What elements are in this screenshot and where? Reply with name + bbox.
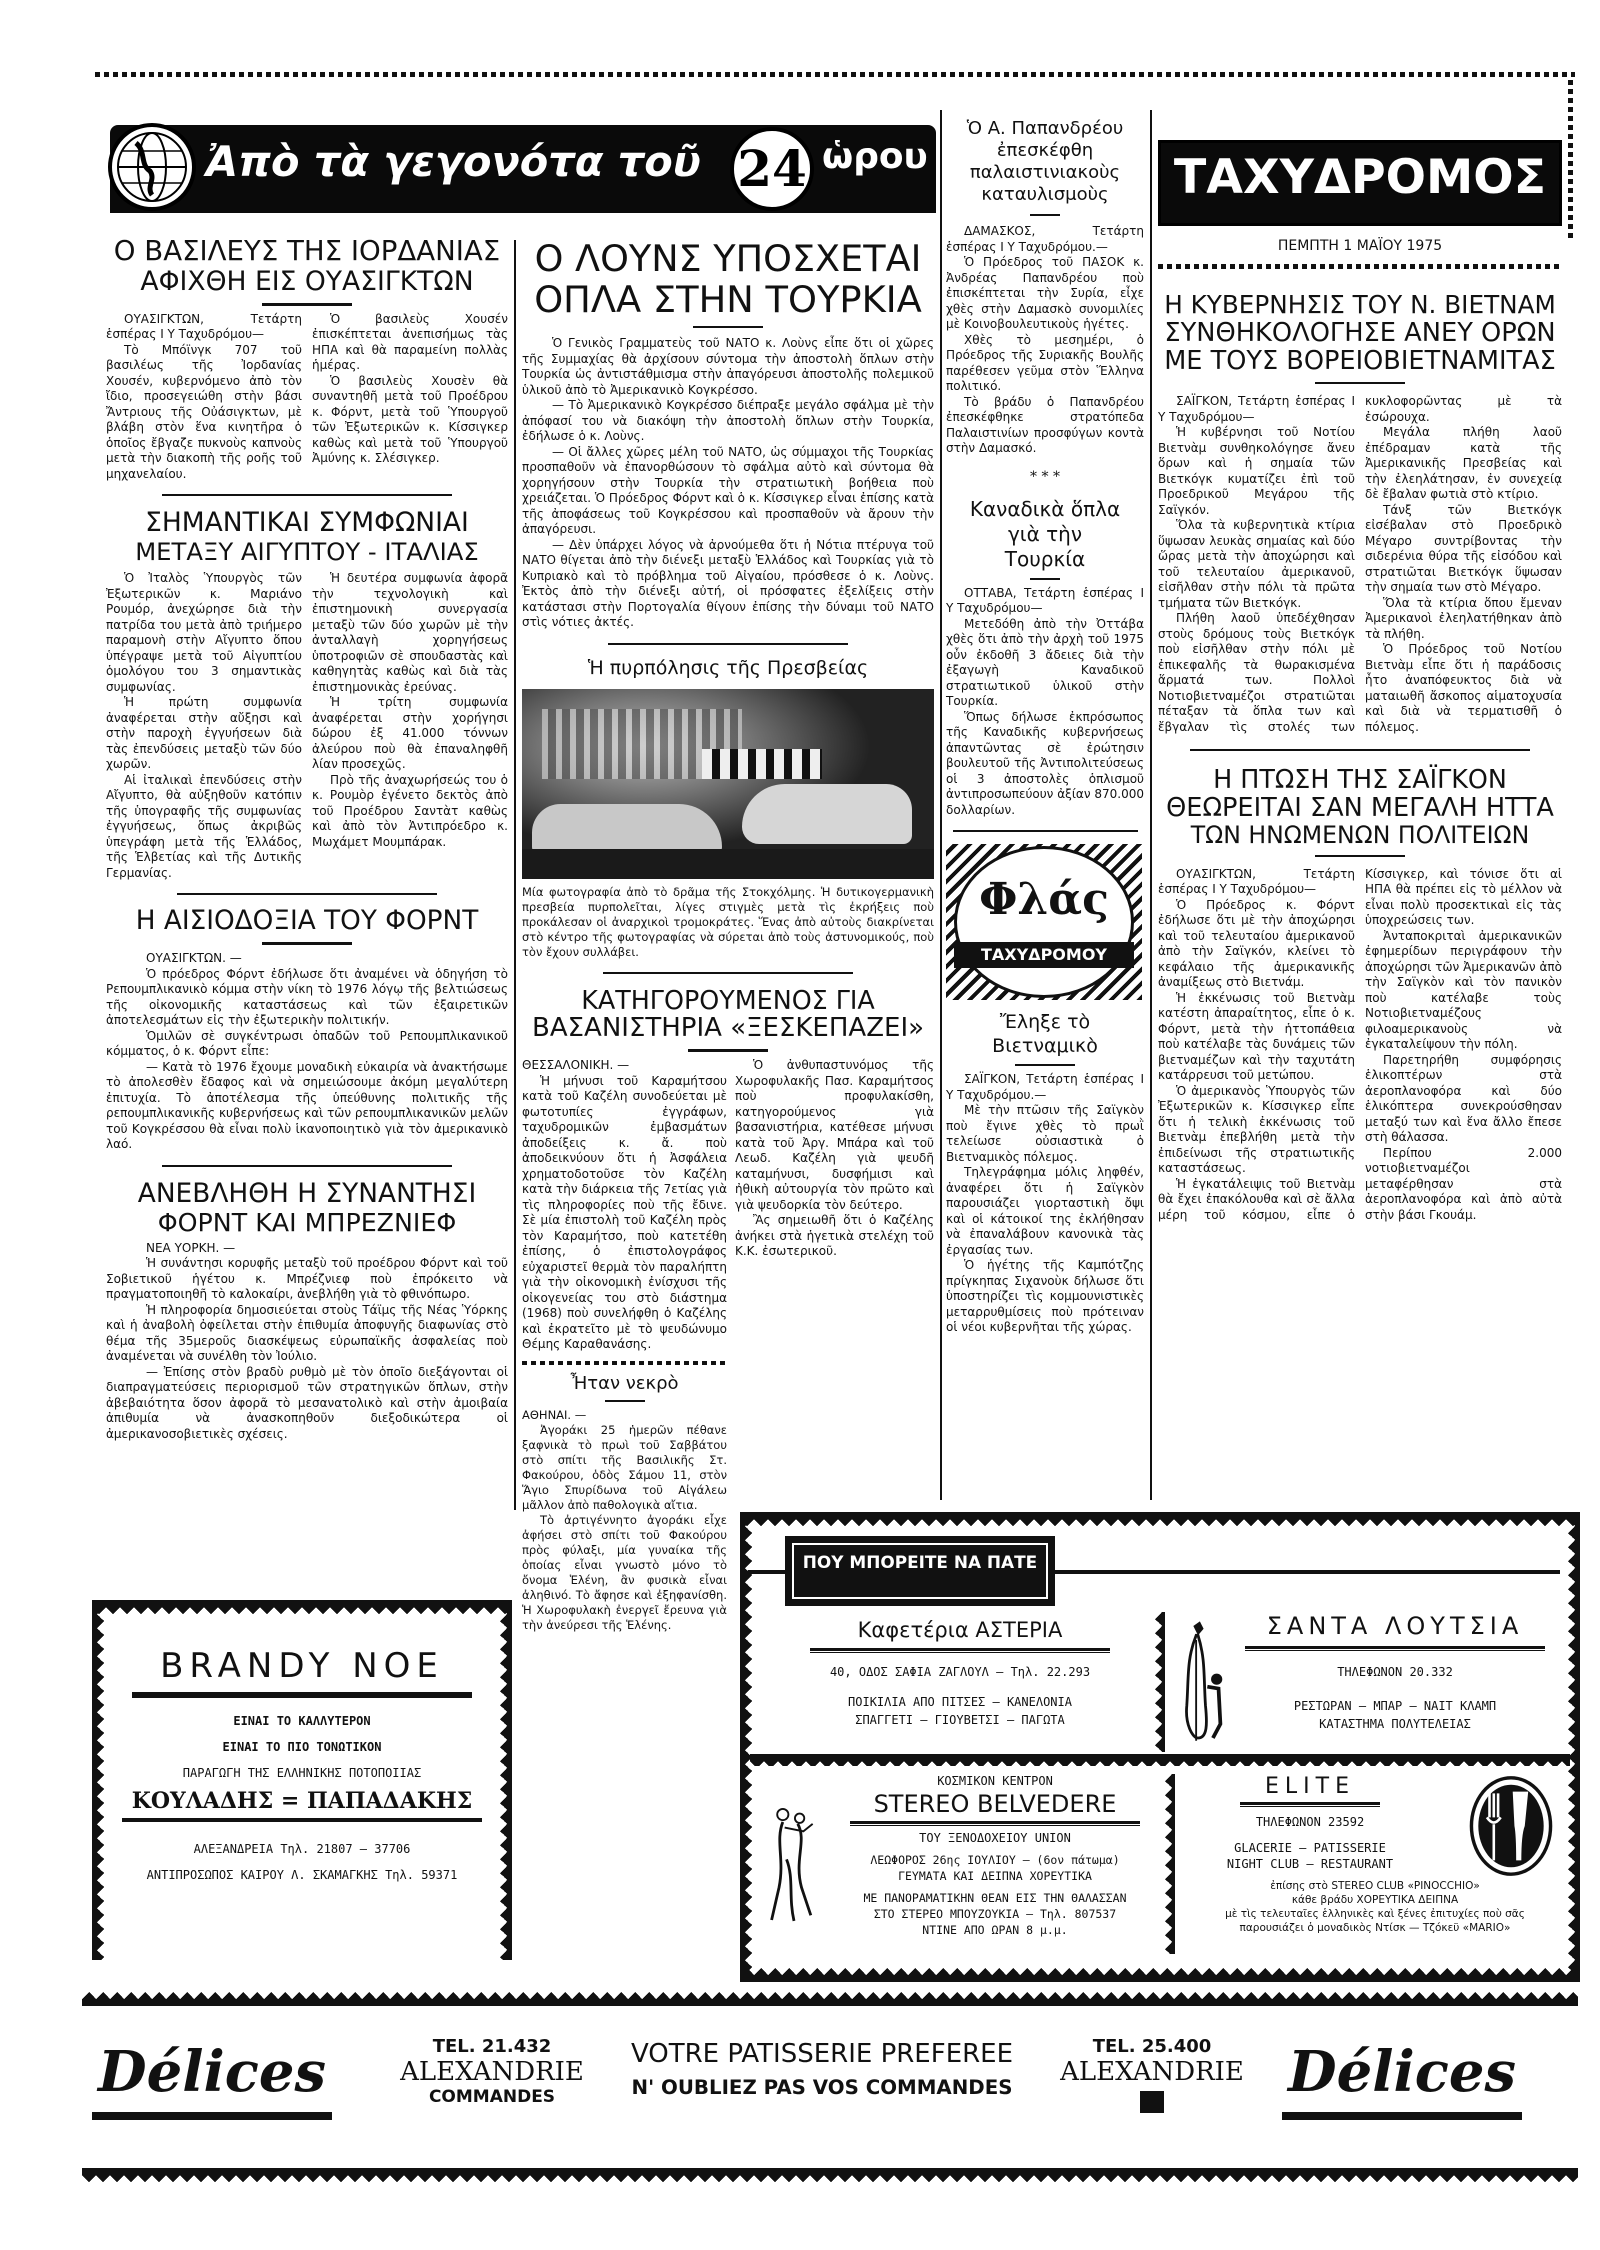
paragraph: Ἡ μήνυσι τοῦ Καραμήτσου κατὰ τοῦ Καζέλη συνοδεύεται μὲ φωτοτυπίες ἐγγράφων, ταχυδρομικῶν ἐμβασμάτων ἀποδείξεις κ. ἄ. ποὺ ἀποδεικνύουν ὅτι ἡ Ἀσφάλεια χρηματοδοτοῦσε τὸν Καζέλη κατὰ τὴν διάρκεια τῆς 7ετίας γιὰ τὶς πληροφορίες ποὺ τῆς ἔδινε. Σὲ μία ἐπιστολὴ τοῦ Καζέλη πρὸς τὸν Καραμήτσο, ποὺ κατετέθη ἐπίσης, ὁ ἐπιστολογράφος εὐχαριστεῖ θερμὰ τὸν παραλήπτη γιὰ τὴν οἰκονομικὴ ἐνίσχυσι τῆς οἰκογενείας του στὸ διάστημα (1968) ποὺ συνελήφθη ὁ Καζέλης καὶ ἐκρατεῖτο μὲ τὸ ψευδώνυμο Θέμης Καραθανάσης. bbox=[522, 1073, 727, 1352]
venue-line: ΣΠΑΓΓΕΤΙ — ΓΙΟΥΒΕΤΣΙ — ΠΑΓΩΤΑ bbox=[855, 1713, 1065, 1727]
headline: ΣΥΝΘΗΚΟΛΟΓΗΣΕ ΑΝΕΥ ΟΡΩΝ bbox=[1164, 317, 1556, 348]
paragraph: Μεγάλα πλήθη λαοῦ ἐπέδραμαν κατὰ τῆς Ἀμερικανικῆς Πρεσβείας καὶ τὴν ἐλεηλάτησαν, ἐν συνεχείᾳ δὲ ἔβαλαν φωτιὰ στὸ κτίριο. bbox=[1365, 425, 1562, 502]
rule bbox=[262, 303, 352, 306]
photo-caption: Μία φωτογραφία ἀπὸ τὸ δρᾶμα τῆς Στοκχόλμης. Ἡ δυτικογερμανικὴ πρεσβεία πυρπολεῖται, λίγες στιγμὲς μετὰ τὶς ἐκρήξεις ποὺ προκάλεσαν οἱ ἀναρχικοὶ τρομοκράτες. Ἕνας ἀπὸ αὐτοὺς διακρίνεται στὸ κέντρο τῆς φωτογραφίας νὰ σύρεται ἀπὸ τοὺς ἀστυνομικούς, ποὺ τὸν ἔχουν συλλάβει. bbox=[522, 884, 934, 959]
paragraph: — Δὲν ὑπάρχει λόγος νὰ ἀρνούμεθα ὅτι ἡ Νότια πτέρυγα τοῦ ΝΑΤΟ θίγεται ἀπὸ τὴν διένεξι μεταξὺ Ἑλλάδος καὶ Τουρκίας γιὰ τὸ Κυπριακὸ καὶ τὸ πρόβλημα τοῦ Αἰγαίου, πρόσθεσε ὁ κ. Λοὺνς. Ἐκτὸς ἀπὸ τὴν διένεξι αὐτή, οἱ πρόσφατες ἐξελίξεις στὴν κατάστασι στὴν Πορτογαλία θίγουν ἐπίσης τὴν δύναμι τοῦ ΝΑΤΟ στὶς νότιες ἀκτές. bbox=[522, 537, 934, 630]
rule bbox=[1190, 749, 1530, 751]
separator-stars: * * * bbox=[1030, 468, 1060, 485]
venue-footer: ΜΕ ΠΑΝΟΡΑΜΑΤΙΚΗΝ ΘΕΑΝ ΕΙΣ ΤΗΝ ΘΑΛΑΣΣΑΝ bbox=[863, 1891, 1127, 1905]
paragraph: Ὅπως δήλωσε ἐκπρόσωπος τῆς Καναδικῆς κυβερνήσεως ἀπαντῶντας σὲ ἐρώτησιν βουλευτοῦ τῆς Ἀντιπολιτεύσεως οἱ 3 ἀποστολὲς ὁπλισμοῦ ἀντιπροσωπεύουν ἀξίαν 870.000 δολλαρίων. bbox=[946, 709, 1144, 817]
rule bbox=[953, 830, 1138, 832]
venue-line: ΠΟΙΚΙΛΙΑ ΑΠΟ ΠΙΤΣΕΣ — ΚΑΝΕΛΟΝΙΑ bbox=[848, 1695, 1072, 1709]
venue-line: ΡΕΣΤΩΡΑΝ — ΜΠΑΡ — ΝΑΙΤ ΚΛΑΜΠ bbox=[1293, 1699, 1497, 1713]
venue-footer: ΣΤΟ ΣΤΕΡΕΟ ΜΠΟΥΖΟΥΚΙΑ — Τηλ. 807537 bbox=[873, 1907, 1117, 1921]
issue-date: ΠΕΜΠΤΗ 1 ΜΑΪΟΥ 1975 bbox=[1277, 238, 1443, 254]
paragraph: Ἡ συνάντησι κορυφῆς μεταξὺ τοῦ προέδρου Φόρντ καὶ τοῦ Σοβιετικοῦ ἡγέτου κ. Μπρέζνιεφ ποὺ ἐπρόκειτο νὰ πραγματοποιηθῆ τὸ καλοκαίρι, ἀνεβλήθη γιὰ τὸ φθινόπωρο. bbox=[106, 1256, 508, 1302]
paragraph: Ἡ ἐκκένωσις τοῦ Βιετνὰμ κατέστη ἀπαραίτητος, εἶπε ὁ κ. Φόρντ, μετὰ τὴν ἡττοπάθεια ποὺ κατέλαβε τὰς δυνάμεις τῶν βιετναμέζων καὶ τὴν ταχυτάτη κατάρρευσι τοῦ μετώπου. bbox=[1158, 990, 1355, 1083]
globe-icon bbox=[106, 121, 198, 213]
article-saigon-fall bbox=[1158, 765, 1562, 1223]
paragraph: Ἀνταποκριταὶ ἀμερικανικῶν ἐφημερίδων περιγράφουν τὴν ἀποχώρησι τῶν Ἀμερικανῶν ἀπὸ τὴν Σαϊγκὸν καὶ τὸν πανικὸν ποὺ κατέλαβε τοὺς Νοτιοβιετναμέζους φιλοαμερικανοὺς νὰ ἐγκαταλείψουν τὴν πόλη. bbox=[1365, 928, 1562, 1052]
headline: Η ΚΥΒΕΡΝΗΣΙΣ ΤΟΥ Ν. ΒΙΕΤΝΑΜ bbox=[1164, 290, 1556, 319]
venue-footer: μὲ τὶς τελευταῖες ἑλληνικὲς καὶ ξένες ἐπιτυχίες ποὺ σᾶς bbox=[1225, 1908, 1525, 1920]
dateline: ΟΥΑΣΙΓΚΤΩΝ, Τετάρτη ἑσπέρας Ι Υ Ταχυδρόμου— bbox=[106, 311, 302, 342]
article-ford-optimism bbox=[106, 907, 508, 1153]
ad-line: ΕΙΝΑΙ ΤΟ ΚΑΛΛΥΤΕΡΟΝ bbox=[233, 1714, 371, 1728]
headline: ΤΩΝ ΗΝΩΜΕΝΩΝ ΠΟΛΙΤΕΙΩΝ bbox=[1190, 821, 1530, 850]
paragraph: Ὁ ἀνθυπαστυνόμος τῆς Χωροφυλακῆς Πασ. Καραμήτσος ποὺ προφυλακίσθη, κατηγορούμενος γιὰ βασανιστήρια, κατέθεσε μήνυσι κατὰ τοῦ Ἀργ. Μπάρα καὶ τοῦ Λεωδ. Καζέλη γιὰ ψευδῆ καταμήνυσι, δυσφήμισι καὶ ἠθικὴ αὐτουργία τὸν πρῶτο καὶ γιὰ ψευδορκία τὸν δεύτερο. bbox=[735, 1058, 934, 1212]
flash-logo bbox=[946, 844, 1142, 1000]
ad-line: ΠΑΡΑΓΩΓΗ ΤΗΣ ΕΛΛΗΝΙΚΗΣ ΠΟΤΟΠΟΙΙΑΣ bbox=[182, 1766, 422, 1780]
article-jordan bbox=[106, 236, 508, 482]
ad-stereo-belvedere bbox=[830, 1774, 1160, 1937]
article-dead-child bbox=[522, 1373, 727, 1633]
banner-number: 24 bbox=[737, 139, 807, 198]
paragraph: Τηλεγράφημα μόλις ληφθέν, ἀναφέρει ὅτι ἡ Σαϊγκὸν παρουσιάζει γιορταστικὴ ὄψι καὶ οἱ κάτοικοί της ἐκλήθησαν νὰ ἐπαναλάβουν κανονικὰ τὰς ἐργασίας των. bbox=[946, 1165, 1144, 1257]
phone-right: TEL. 25.400 bbox=[1092, 2036, 1212, 2057]
paragraph: Τὸ ἀρτιγέννητο ἀγοράκι εἶχε ἀφήσει στὸ σπίτι τοῦ Φακούρου πρὸς φύλαξι, μία γυναίκα τῆς ὁποίας εἶναι γνωστὸ μόνο τὸ ὄνομα Ἑλένη, ἂν φυσικὰ εἶναι ἀληθινό. Τὸ ἄφησε καὶ ἐξηφανίσθη. Ἡ Χωροφυλακὴ ἐνεργεῖ ἔρευνα γιὰ τὴν ἀνεύρεσι τῆς Ἑλένης. bbox=[522, 1512, 727, 1632]
headline: ΘΕΩΡΕΙΤΑΙ ΣΑΝ ΜΕΓΑΛΗ ΗΤΤΑ bbox=[1166, 792, 1554, 823]
headline: ΑΝΕΒΛΗΘΗ Η ΣΥΝΑΝΤΗΣΙ bbox=[137, 1177, 477, 1209]
right-column bbox=[1158, 140, 1562, 1223]
article-torture-body bbox=[522, 1058, 727, 1353]
paragraph: Ὁμιλῶν σὲ συγκέντρωσι ὀπαδῶν τοῦ Ρεπουμπλικανικοῦ κόμματος, ὁ κ. Φόρντ εἶπε: bbox=[106, 1028, 508, 1059]
left-column bbox=[106, 236, 508, 1442]
delices-logo-right: Délices bbox=[1282, 2032, 1522, 2120]
ad-agent: ΑΝΤΙΠΡΟΣΩΠΟΣ ΚΑΙΡΟΥ Λ. ΣΚΑΜΑΓΚΗΣ Τηλ. 59371 bbox=[146, 1868, 458, 1882]
dateline: ΑΘΗΝΑΙ. — bbox=[522, 1407, 587, 1422]
column-rule bbox=[1150, 110, 1152, 1500]
dateline: ΟΥΑΣΙΓΚΤΩΝ, Τετάρτη ἑσπέρας Ι Υ Ταχυδρόμου— bbox=[1158, 866, 1355, 897]
banner-suffix: ὡρου bbox=[822, 136, 928, 177]
paragraph: Αἱ ἰταλικαὶ ἐπενδύσεις στὴν Αἴγυπτο, θὰ αὐξηθοῦν κατόπιν τῆς ὑπογραφῆς τῆς συμφωνίας ἐγγυήσεως, ὅπως ἀκριβῶς ὑπεγράφη μετὰ τῆς Ἑλλάδος, τῆς Ἑλβετίας καὶ τῆς Δυτικῆς Γερμανίας. bbox=[106, 772, 302, 880]
city-left: ALEXANDRIE bbox=[400, 2057, 584, 2087]
article-vietnam-ended bbox=[946, 1010, 1144, 1336]
paragraph: Ὁ βασιλεὺς Χουσέν ἐπισκέπτεται ἀνεπισήμως τὰς ΗΠΑ καὶ θὰ παραμείνη πολλὰς ἡμέρας. bbox=[312, 311, 508, 373]
paragraph: Ἂς σημειωθῆ ὅτι ὁ Καζέλης ἀνήκει στὰ ἡγετικὰ στελέχη τοῦ Κ.Κ. ἐσωτερικοῦ. bbox=[735, 1213, 934, 1259]
paragraph: Παρετηρήθη συμφόρησις ἑλικοπτέρων στὰ ἀεροπλανοφόρα καὶ δύο ἑλικόπτερα συνεκρούσθησαν μεταξύ των καὶ ἕνα ἄλλο ἔπεσε στὴ θάλασσα. bbox=[1365, 1052, 1562, 1145]
article-embassy-photo bbox=[522, 657, 934, 960]
paragraph: Ὁ Γενικὸς Γραμματεὺς τοῦ ΝΑΤΟ κ. Λοὺνς εἶπε ὅτι οἱ χῶρες τῆς Συμμαχίας θὰ ἀρχίσουν σύντομα τὴν ἀποστολὴ ὅπλων στὴν Τουρκία ὡς ἀντιστάθμισμα στὴν ἀπαγόρευσι ἀποστολῆς πολεμικοῦ ὑλικοῦ ἀπὸ τὸ Ἀμερικανικὸ Κογκρέσσο. bbox=[522, 336, 934, 397]
where-to-go-header bbox=[785, 1536, 1055, 1606]
paragraph: Ἡ τρίτη συμφωνία ἀναφέρεται στὴν χορήγησι δώρου ἐξ 41.000 τόννων ἀλεύρου ποὺ θὰ ἐπαναληφθῆ λίαν προσεχῶς. bbox=[312, 695, 508, 772]
article-luns bbox=[522, 238, 934, 631]
paragraph: Ὅλα τὰ κυβερνητικὰ κτίρια ὕψωσαν λευκὰς σημαίας καὶ δύο ὥρας μετὰ τὴν ἀποχώρησι καὶ τοῦ τελευταίου ἀμερικανοῦ, εἰσῆλθαν στὴν πόλι τὰ πρῶτα τμήματα τῶν Βιετκόγκ. bbox=[1158, 518, 1355, 610]
headline: ΦΟΡΝΤ ΚΑΙ ΜΠΡΕΖΝΙΕΦ bbox=[157, 1207, 457, 1237]
article-canada bbox=[946, 497, 1144, 819]
venue-footer: κάθε βράδυ ΧΟΡΕΥΤΙΚΑ ΔΕΙΠΝΑ bbox=[1291, 1894, 1459, 1906]
paragraph: Ὅλα τὰ κτίρια ὅπου ἔμεναν Ἀμερικανοὶ ἐλεηλατήθηκαν ἀπὸ τὰ πλήθη. bbox=[1365, 595, 1562, 641]
paragraph: Ἀγοράκι 25 ἡμερῶν πέθανε ξαφνικὰ τὸ πρωὶ τοῦ Σαββάτου στὸ σπίτι τῆς Βασιλικῆς Στ. Φακούρου, ὁδὸς Σάμου 11, στὸν Ἅγιο Σπυρίδωνα τοῦ Αἰγάλεω μᾶλλον ἀπὸ παθολογικὰ αἴτια. bbox=[522, 1422, 727, 1512]
venue-line: ΓΕΥΜΑΤΑ ΚΑΙ ΔΕΙΠΝΑ ΧΟΡΕΥΤΙΚΑ bbox=[898, 1869, 1092, 1883]
paragraph: Ὁ ἀμερικανὸς Ὑπουργὸς τῶν Ἐξωτερικῶν κ. Κίσσιγκερ εἶπε ὅτι ἡ τελικὴ ἐκκένωσις τοῦ Βιετνὰμ ἐπεβλήθη μετὰ τὴν ἐπιδείνωσι τῆς στρατιωτικῆς καταστάσεως. bbox=[1158, 1083, 1355, 1176]
banner-title: Ἀπὸ τὰ γεγονότα τοῦ bbox=[206, 137, 701, 186]
dancing-couple-illustration bbox=[766, 1802, 822, 1926]
paragraph: Ὁ πρόεδρος Φόρντ ἐδήλωσε ὅτι ἀναμένει νὰ ὁδηγήση τὸ Ρεπουμπλικανικὸ κόμμα στὴν νίκη τὸ 1976 λόγῳ τῆς βελτιώσεως τῆς οἰκονομικῆς καταστάσεως καὶ τῶν ἐξαιρετικῶν ἀποτελεσμάτων εἰς τὴν ἐξωτερικὴν πολιτικήν. bbox=[106, 966, 508, 1028]
venue-line: ΚΑΤΑΣΤΗΜΑ ΠΟΛΥΤΕΛΕΙΑΣ bbox=[1319, 1717, 1471, 1731]
article-surrender bbox=[1158, 291, 1562, 735]
headline: Η ΑΙΣΙΟΔΟΞΙΑ ΤΟΥ ΦΟΡΝΤ bbox=[135, 906, 479, 937]
maker-name: ΚΟΥΛΑΔΗΣ = ΠΑΠΑΔΑΚΗΣ bbox=[131, 1788, 473, 1814]
reminder: N' OUBLIEZ PAS VOS COMMANDES bbox=[631, 2076, 1013, 2100]
top-dotted-rule bbox=[95, 72, 1575, 77]
paragraph: — Οἱ ἄλλες χῶρες μέλη τοῦ ΝΑΤΟ, ὡς σύμμαχοι τῆς Τουρκίας προσπαθοῦν νὰ ἐπανορθώσουν τὸ σφάλμα αὐτὸ καὶ σύντομα θὰ χορηγήσουν στὴν Τουρκία τὴν στρατιωτικὴ βοήθεια ποὺ χρειάζεται. Ὁ Πρόεδρος Φόρντ καὶ ὁ κ. Κίσσιγκερ εἶναι ἐπίσης κατὰ τῆς ἀποφάσεως τοῦ Κογκρέσσου καὶ προσπαθοῦν νὰ ἄρουν τὴν ἀπαγόρευσι. bbox=[522, 444, 934, 537]
flash-band: ΤΑΧΥΔΡΟΜΟΥ bbox=[954, 942, 1134, 968]
venue-line: NIGHT CLUB — RESTAURANT bbox=[1226, 1857, 1394, 1871]
paragraph: Ὁ ἡγέτης τῆς Καμπότζης πρίγκηπας Σιχανοὺκ δήλωσε ὅτι ὑποστηρίζει τὶς κομμουνιστικὲς μεταρρυθμίσεις ποὺ πρότειναν οἱ νέοι κυβερνῆται τῆς χώρας. bbox=[946, 1258, 1144, 1334]
section-banner bbox=[110, 125, 936, 213]
brand-name: BRANDY NOE bbox=[160, 1646, 444, 1686]
article-title: Ὁ Α. Παπανδρέου ἐπεσκέφθη παλαιστινιακοὺς καταυλισμοὺς bbox=[966, 118, 1124, 205]
flash-word: Φλάς bbox=[979, 874, 1109, 925]
redacted-block bbox=[1140, 2091, 1164, 2113]
article-egypt-italy bbox=[106, 508, 508, 881]
paragraph: Τὸ βράδυ ὁ Παπανδρέου ἐπεσκέφθηκε στρατόπεδα Παλαιστινίων προσφύγων κοντὰ στὴν Δαμασκό. bbox=[946, 394, 1144, 455]
ad-santa-lucia bbox=[1235, 1612, 1555, 1731]
double-bass-player-illustration bbox=[1170, 1620, 1226, 1744]
ad-cafeteria-asteria bbox=[770, 1618, 1150, 1727]
ad-where-to-go bbox=[740, 1512, 1580, 1982]
headline: Ο ΛΟΥΝΣ ΥΠΟΣΧΕΤΑΙ bbox=[534, 237, 922, 280]
headline: ΟΠΛΑ ΣΤΗΝ ΤΟΥΡΚΙΑ bbox=[534, 277, 922, 321]
rule bbox=[603, 972, 853, 974]
delices-logo-left: Délices bbox=[92, 2032, 332, 2120]
paragraph: Ὁ Πρόεδρος τοῦ Νοτίου Βιετνὰμ εἶπε ὅτι ἡ παράδοσις ἦτο ἀναπόφευκτος διὰ νὰ ματαιωθῆ ἄσκοπος αἱματοχυσία καὶ διὰ νὰ τερματισθῆ ὁ πόλεμος. bbox=[1365, 642, 1562, 734]
headline: Η ΠΤΩΣΗ ΤΗΣ ΣΑΪΓΚΟΝ bbox=[1213, 764, 1507, 795]
ad-address: ΑΛΕΞΑΝΔΡΕΙΑ Τηλ. 21807 — 37706 bbox=[193, 1842, 411, 1856]
paragraph: — Ἐπίσης στὸν βραδὺ ρυθμὸ μὲ τὸν ὁποῖο διεξάγονται οἱ διαπραγματεύσεις περιορισμοῦ τῶν στρατηγικῶν ὅπλων, στὴν ἀβεβαιότητα ὅσον ἀφορᾶ τὸ μεσανατολικὸ καὶ στὴν ἀμοιβαία ἀπιθυμία νὰ ἀνασκοπηθοῦν διεξοδικώτερα οἱ ἀμερικανοσοβιετικὲς σχέσεις. bbox=[106, 1364, 508, 1441]
article-title: Ἔληξε τὸ Βιετναμικὸ bbox=[992, 1011, 1098, 1057]
article-papandreou bbox=[946, 118, 1144, 485]
article-title: Ἦταν νεκρὸ bbox=[570, 1372, 679, 1394]
slogan: VOTRE PATISSERIE PREFEREE bbox=[630, 2039, 1014, 2069]
paragraph: Ἡ ἐγκατάλειψις τοῦ Βιετνὰμ θὰ ἔχει ἐπακόλουθα καὶ σὲ ἄλλα μέρη τοῦ κόσμου, εἶπε ὁ Κίσσιγκερ, καὶ τόνισε ὅτι αἱ ΗΠΑ θὰ πρέπει εἰς τὸ μέλλον νὰ εἶναι πολὺ προσεκτικαὶ εἰς τὰς ὑποχρεώσεις των. bbox=[1158, 866, 1562, 1222]
fork-glass-logo bbox=[1468, 1774, 1554, 1878]
headline: ΒΑΣΑΝΙΣΤΗΡΙΑ «ΞΕΣΚΕΠΑΖΕΙ» bbox=[531, 1013, 925, 1044]
masthead-dotted-border bbox=[1568, 80, 1573, 240]
headline: ΑΦΙΧΘΗ ΕΙΣ ΟΥΑΣΙΓΚΤΩΝ bbox=[140, 265, 474, 297]
venue-name: STEREO BELVEDERE bbox=[873, 1790, 1117, 1818]
rule bbox=[608, 643, 848, 645]
dateline: ΣΑΪΓΚΟΝ, Τετάρτη ἑσπέρας Ι Υ Ταχυδρόμου.— bbox=[946, 1072, 1144, 1102]
paragraph: Ἡ πρώτη συμφωνία ἀναφέρεται στὴν αὔξησι καὶ στὴν παροχὴ ἐγγυήσεων διὰ τὰς ἐπενδύσεις μεταξὺ τῶν δύο χωρῶν. bbox=[106, 695, 302, 772]
venue-phone: ΤΗΛΕΦΩΝΟΝ 20.332 bbox=[1337, 1665, 1453, 1679]
paragraph: Περίπου 2.000 νοτιοβιετναμέζοι μεταφέρθησαν στὰ ἀεροπλανοφόρα καὶ ἀπὸ αὐτὰ στὴν βάσι Γκουάμ. bbox=[1365, 1145, 1562, 1222]
photo-title: Ἡ πυρπόλησις τῆς Πρεσβείας bbox=[587, 656, 869, 679]
paragraph: Πλήθη λαοῦ ὑπεδέχθησαν στοὺς δρόμους τοὺς Βιετκόγκ ποὺ εἰσῆλθαν στὴν πόλι μὲ ἐπικεφαλῆς τὰ θωρακισμένα ἅρματά των. Πολλοὶ Νοτιοβιετναμέζοι στρατιῶται πέταξαν τὰ ὅπλα των καὶ ἔβγαλαν τὶς στολές των κυκλοφορῶντας μὲ τὰ ἐσώρουχα. bbox=[1158, 394, 1562, 734]
commandes-label: COMMANDES bbox=[428, 2087, 556, 2107]
rule bbox=[177, 893, 437, 895]
headline: ΚΑΤΗΓΟΡΟΥΜΕΝΟΣ ΓΙΑ bbox=[581, 984, 875, 1015]
venue-kicker: ΚΟΣΜΙΚΟΝ ΚΕΝΤΡΟΝ bbox=[937, 1774, 1053, 1788]
article-torture-body-cont bbox=[735, 1058, 934, 1260]
embassy-fire-photo bbox=[522, 689, 934, 879]
dateline: ΣΑΪΓΚΟΝ, Τετάρτη ἑσπέρας Ι Υ Ταχυδρόμου— bbox=[1158, 394, 1355, 424]
venue-line: GLACERIE — PATISSERIE bbox=[1234, 1841, 1386, 1855]
headline: ΜΕΤΑΞΥ ΑΙΓΥΠΤΟΥ - ΙΤΑΛΙΑΣ bbox=[135, 536, 479, 566]
ad-line: ΕΙΝΑΙ ΤΟ ΠΙΟ ΤΟΝΩΤΙΚΟΝ bbox=[222, 1740, 382, 1754]
ad-delices bbox=[82, 1992, 1578, 2182]
venue-name: ΣΑΝΤΑ ΛΟΥΤΣΙΑ bbox=[1266, 1612, 1524, 1640]
banner-24-circle bbox=[730, 127, 814, 211]
dotted-rule bbox=[1158, 264, 1562, 269]
venue-name: ELITE bbox=[1265, 1774, 1355, 1799]
dateline: ΟΥΑΣΙΓΚΤΩΝ. — bbox=[146, 951, 242, 966]
paragraph: Τὸ Μπόϊνγκ 707 τοῦ βασιλέως τῆς Ἰορδανίας Χουσέν, κυβερνόμενο ἀπὸ τὸν ἴδιο, προσεγειώθη στὴν βάσι Ἄντριους τῆς Οὐάσιγκτων, μὲ βλάβη στὸν ἕνα κινητῆρα ὁ ὁποῖος ἔβγαζε πυκνοὺς καπνοὺς μετὰ τὴν διακοπὴ τῆς ροῆς τοῦ μηχανελαίου. bbox=[106, 342, 302, 481]
venue-footer: ΝΤΙΝΕ ΑΠΟ ΩΡΑΝ 8 μ.μ. bbox=[922, 1923, 1068, 1937]
papandreou-column bbox=[946, 118, 1144, 1336]
paragraph: Τάνξ τῶν Βιετκόγκ εἰσέβαλαν στὸ Προεδρικὸ Μέγαρο συντρίβοντας τὴν σιδερένια θύρα τῆς εἰσόδου καὶ στρατιῶται Βιετκόγκ ὕψωσαν τὴν σημαία των στὸ Μέγαρο. bbox=[1365, 502, 1562, 595]
header-text: ΠΟΥ ΜΠΟΡΕΙΤΕ ΝΑ ΠΑΤΕ bbox=[802, 1552, 1038, 1572]
headline: Ο ΒΑΣΙΛΕΥΣ ΤΗΣ ΙΟΡΔΑΝΙΑΣ bbox=[113, 234, 501, 267]
paragraph: Ὁ Πρόεδρος τοῦ ΠΑΣΟΚ κ. Ἀνδρέας Παπανδρέου ποὺ ἐπισκέπτεται τὴν Συρία, εἶχε χθὲς στὴν Δαμασκὸ συνομιλίες μὲ Κοινοβουλευτικοὺς ἡγέτες. bbox=[946, 255, 1144, 331]
rule bbox=[162, 1165, 452, 1167]
paragraph: — Τὸ Ἀμερικανικὸ Κογκρέσσο διέπραξε μεγάλο σφάλμα μὲ τὴν ἀπόφασί του νὰ διακόψη τὴν ἀποστολὴ ὅπλων στὴν Τουρκία, ἐδήλωσε ὁ κ. Λοὺνς. bbox=[522, 398, 934, 444]
paragraph: Ὁ Πρόεδρος κ. Φόρντ ἐδήλωσε ὅτι μὲ τὴν ἀποχώρησι καὶ τοῦ τελευταίου ἀμερικανοῦ ἀπὸ τὴν Σαϊγκόν, κλείνει τὸ κεφάλαιο τῆς ἀμερικανικῆς ἀναμίξεως στὸ Βιετνάμ. bbox=[1158, 897, 1355, 990]
dateline: ΔΑΜΑΣΚΟΣ, Τετάρτη ἑσπέρας Ι Υ Ταχυδρόμου.— bbox=[946, 224, 1144, 254]
venue-phone: ΤΗΛΕΦΩΝΟΝ 23592 bbox=[1255, 1815, 1365, 1829]
venue-footer: ἐπίσης στὸ STEREO CLUB «PINOCCHIO» bbox=[1270, 1880, 1480, 1892]
column-rule bbox=[940, 110, 942, 1500]
venue-name: Καφετέρια ΑΣΤΕΡΙΑ bbox=[857, 1618, 1063, 1642]
column-rule bbox=[514, 240, 516, 1510]
article-title: Καναδικὰ ὅπλα γιὰ τὴν Τουρκία bbox=[969, 496, 1121, 571]
masthead-box bbox=[1158, 140, 1562, 226]
paragraph: Μὲ τὴν πτῶσιν τῆς Σαϊγκὸν ποὺ ἔγινε χθὲς τὸ πρωῒ τελείωσε οὐσιαστικὰ ὁ Βιετναμικὸς πόλεμος. bbox=[946, 1103, 1144, 1164]
dateline: ΘΕΣΣΑΛΟΝΙΚΗ. — bbox=[522, 1058, 630, 1073]
masthead-title: ΤΑΧΥΔΡΟΜΟΣ bbox=[1173, 150, 1547, 205]
venue-footer: παρουσιάζει ὁ μοναδικὸς Ντίσκ — Τζόκεϋ «MARIO» bbox=[1239, 1922, 1511, 1934]
headline: ΣΗΜΑΝΤΙΚΑΙ ΣΥΜΦΩΝΙΑΙ bbox=[145, 507, 469, 539]
headline: ΜΕ ΤΟΥΣ ΒΟΡΕΙΟΒΙΕΤΝΑΜΙΤΑΣ bbox=[1164, 346, 1556, 377]
dotted-rule bbox=[522, 1361, 727, 1365]
paragraph: Ὁ Ἰταλὸς Ὑπουργὸς τῶν Ἐξωτερικῶν κ. Μαριάνο Ρουμόρ, ἀνεχώρησε διὰ τὴν πατρίδα του μετὰ ἀπὸ τριήμερο παραμονὴ στὴν Αἴγυπτο ὅπου ὑπέγραψε μετὰ τοῦ Αἰγυπτίου ὁμολόγου του 3 σημαντικὰς συμφωνίας. bbox=[106, 571, 302, 694]
paragraph: — Κατὰ τὸ 1976 ἔχουμε μοναδικὴ εὐκαιρία νὰ ἀνακτήσωμε τὸ ἀπολεσθὲν ἔδαφος καὶ νὰ σημειώσουμε ἀκόμη μεγαλύτερη ἐπιτυχία. Τὸ ἀποτέλεσμα τῆς ὑπεύθυνης πολιτικῆς τῆς ρεπουμπλικανικῆς κυβερνήσεως καὶ τῶν ρεπουμπλικανικῶν μελῶν τοῦ Κογκρέσσου θὰ εἶναι πολὺ ἱκανοποιητικὸ γιὰ τὸν ἀμερικανικὸ λαό. bbox=[106, 1059, 508, 1152]
venue-line: ΛΕΩΦΟΡΟΣ 26ης ΙΟΥΛΙΟΥ — (6ον πάτωμα) bbox=[870, 1853, 1120, 1867]
paragraph: Ἡ πληροφορία δημοσιεύεται στοὺς Τάϊμς τῆς Νέας Ὑόρκης καὶ ἡ ἀναβολὴ ὀφείλεται στὴν ἐπιθυμία ἀποφυγῆς διαφωνίας στὸ θέμα τῆς 35μεροῦς διασκέψεως εὐρωπαϊκῆς ἀσφαλείας ποὺ ἀναμένεται νὰ συνέλθη τὸν Ἰούλιο. bbox=[106, 1302, 508, 1364]
phone-left: TEL. 21.432 bbox=[432, 2036, 552, 2057]
venue-address: 40, ΟΔΟΣ ΣΑΦΙΑ ΖΑΓΛΟΥΛ — Τηλ. 22.293 bbox=[829, 1665, 1091, 1679]
paragraph: Μετεδόθη ἀπὸ τὴν Ὀττάβα χθὲς ὅτι ἀπὸ τὴν ἀρχὴ τοῦ 1975 οὖν ἐκδοθῆ 3 ἄδειες διὰ τὴν ἐξαγωγὴ Καναδικοῦ στρατιωτικοῦ ὑλικοῦ στὴν Τουρκία. bbox=[946, 616, 1144, 708]
article-brezhnev bbox=[106, 1179, 508, 1442]
dateline: ΝΕΑ ΥΟΡΚΗ. — bbox=[146, 1240, 236, 1255]
paragraph: Χθὲς τὸ μεσημέρι, ὁ Πρόεδρος τῆς Συριακῆς Βουλῆς παρέθεσεν γεῦμα στὸν Ἕλληνα πολιτικό. bbox=[946, 332, 1144, 393]
paragraph: Πρὸ τῆς ἀναχωρήσεώς του ὁ κ. Ρουμὸρ ἐγένετο δεκτὸς ἀπὸ τοῦ Προέδρου Σαντὰτ καθὼς καὶ ἀπὸ τὸν Ἀντιπρόεδρο κ. Μωχάμετ Μουμπάρακ. bbox=[312, 772, 508, 849]
rule bbox=[162, 494, 452, 496]
city-right: ALEXANDRIE bbox=[1060, 2057, 1244, 2087]
middle-column bbox=[522, 238, 934, 1633]
venue-hotel: ΤΟΥ ΞΕΝΟΔΟΧΕΙΟΥ UNION bbox=[919, 1831, 1071, 1845]
paragraph: Ἡ δευτέρα συμφωνία ἀφορᾶ τὴν τεχνολογικὴ καὶ ἐπιστημονικὴ συνεργασία μεταξὺ τῶν δύο χωρῶν μὲ τὴν ἀνταλλαγὴ χορηγήσεως ὑποτροφιῶν σὲ σπουδαστὰς καὶ καθηγητὰς καθὼς καὶ διὰ τὰς ἐπιστημονικὰς ἐρεύνας. bbox=[312, 571, 508, 694]
paragraph: Ὁ βασιλεὺς Χουσὲν θὰ συναντηθῆ μετὰ τοῦ Προέδρου κ. Φόρντ, μετὰ τοῦ Ὑπουργοῦ τῶν Ἐξωτερικῶν κ. Κίσσιγκερ καθὼς καὶ μετὰ τοῦ Ὑπουργοῦ Ἀμύνης κ. Σλέσιγκερ. bbox=[312, 373, 508, 466]
dateline: ΟΤΤΑΒΑ, Τετάρτη ἑσπέρας Ι Υ Ταχυδρόμου— bbox=[946, 585, 1144, 615]
ad-brandy-noe bbox=[92, 1600, 512, 1960]
paragraph: Ἡ κυβέρνησι τοῦ Νοτίου Βιετνὰμ συνθηκολόγησε ἄνευ ὅρων καὶ ἡ σημαία τῶν Βιετκόγκ κυματίζει ἐπὶ τοῦ Προεδρικοῦ Μεγάρου τῆς Σαϊγκόν. bbox=[1158, 425, 1355, 517]
